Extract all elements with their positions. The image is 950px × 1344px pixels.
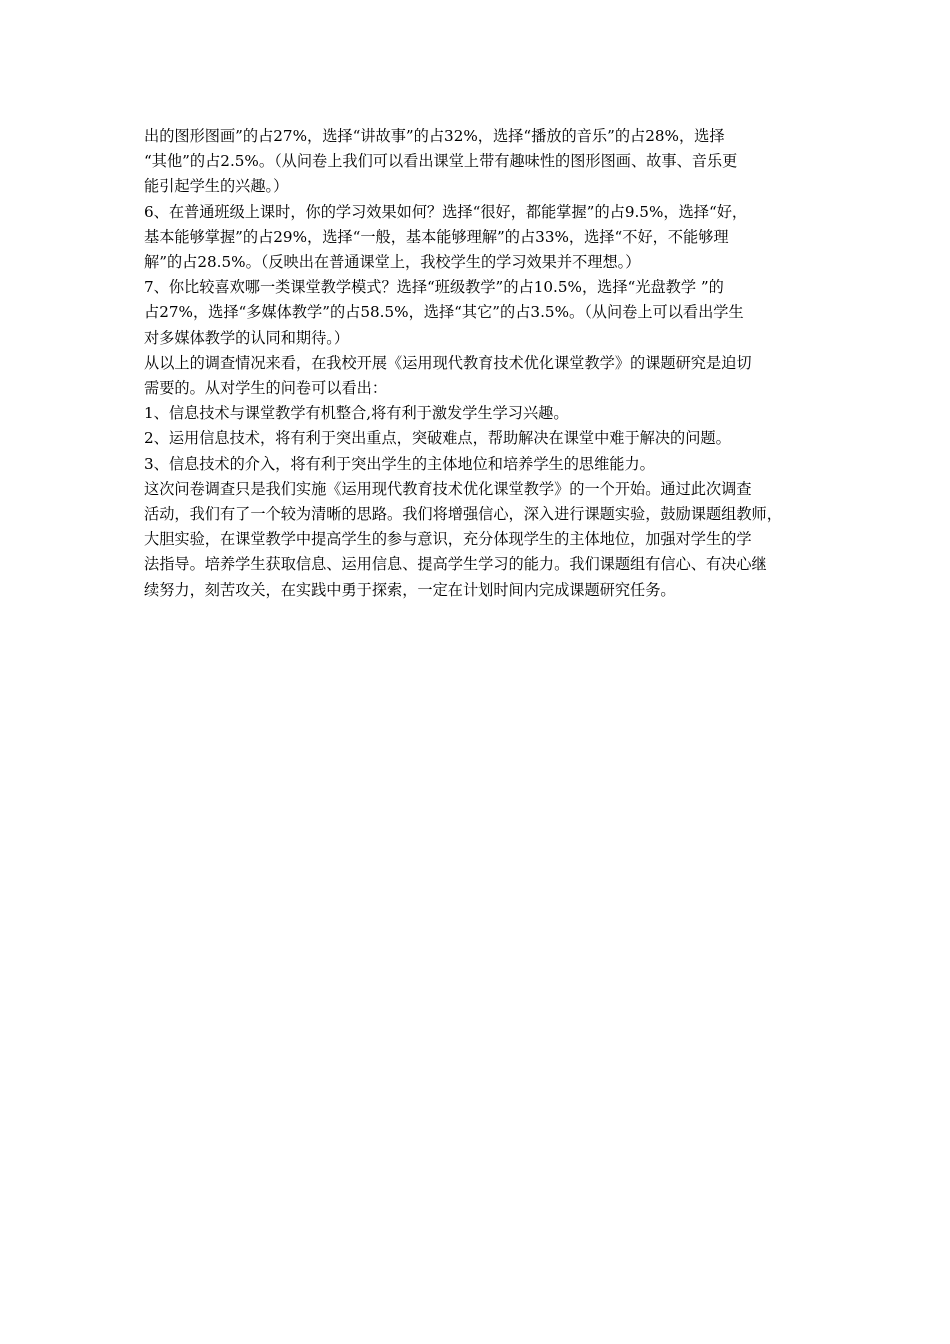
text-line: 6、在普通班级上课时，你的学习效果如何？选择“很好，都能掌握”的占9.5%，选择“好， — [144, 202, 748, 221]
text-line: 大胆实验，在课堂教学中提高学生的参与意识，充分体现学生的主体地位，加强对学生的学 — [144, 530, 752, 549]
text-line: 续努力，刻苦攻关，在实践中勇于探索，一定在计划时间内完成课题研究任务。 — [144, 580, 676, 599]
text-line: 3、信息技术的介入，将有利于突出学生的主体地位和培养学生的思维能力。 — [144, 454, 655, 473]
text-line: 活动，我们有了一个较为清晰的思路。我们将增强信心，深入进行课题实验，鼓励课题组教师， — [144, 505, 782, 524]
text-line: 能引起学生的兴趣。） — [144, 177, 289, 196]
text-line: 1、信息技术与课堂教学有机整合,将有利于激发学生学习兴趣。 — [144, 404, 569, 423]
text-line: 需要的。从对学生的问卷可以看出： — [144, 379, 387, 398]
text-line: 基本能够掌握”的占29%，选择“一般，基本能够理解”的占33%，选择“不好，不能够理 — [144, 227, 729, 246]
text-line: 法指导。培养学生获取信息、运用信息、提高学生学习的能力。我们课题组有信心、有决心继 — [144, 555, 767, 574]
text-line: 7、你比较喜欢哪一类课堂教学模式？选择“班级教学”的占10.5%，选择“光盘教学 ”的 — [144, 278, 724, 297]
text-line: “其他”的占2.5%。（从问卷上我们可以看出课堂上带有趣味性的图形图画、故事、音乐更 — [144, 152, 738, 171]
text-line: 对多媒体教学的认同和期待。） — [144, 328, 350, 347]
text-line: 2、运用信息技术，将有利于突出重点，突破难点，帮助解决在课堂中难于解决的问题。 — [144, 429, 731, 448]
text-line: 从以上的调查情况来看，在我校开展《运用现代教育技术优化课堂教学》的课题研究是迫切 — [144, 353, 752, 372]
document-body — [144, 124, 816, 603]
text-line: 解”的占28.5%。（反映出在普通课堂上，我校学生的学习效果并不理想。） — [144, 253, 641, 272]
text-line: 占27%，选择“多媒体教学”的占58.5%，选择“其它”的占3.5%。（从问卷上可以看出学生 — [144, 303, 744, 322]
text-line: 出的图形图画”的占27%，选择“讲故事”的占32%，选择“播放的音乐”的占28%，选择 — [144, 127, 725, 145]
text-line: 这次问卷调查只是我们实施《运用现代教育技术优化课堂教学》的一个开始。通过此次调查 — [144, 479, 752, 498]
